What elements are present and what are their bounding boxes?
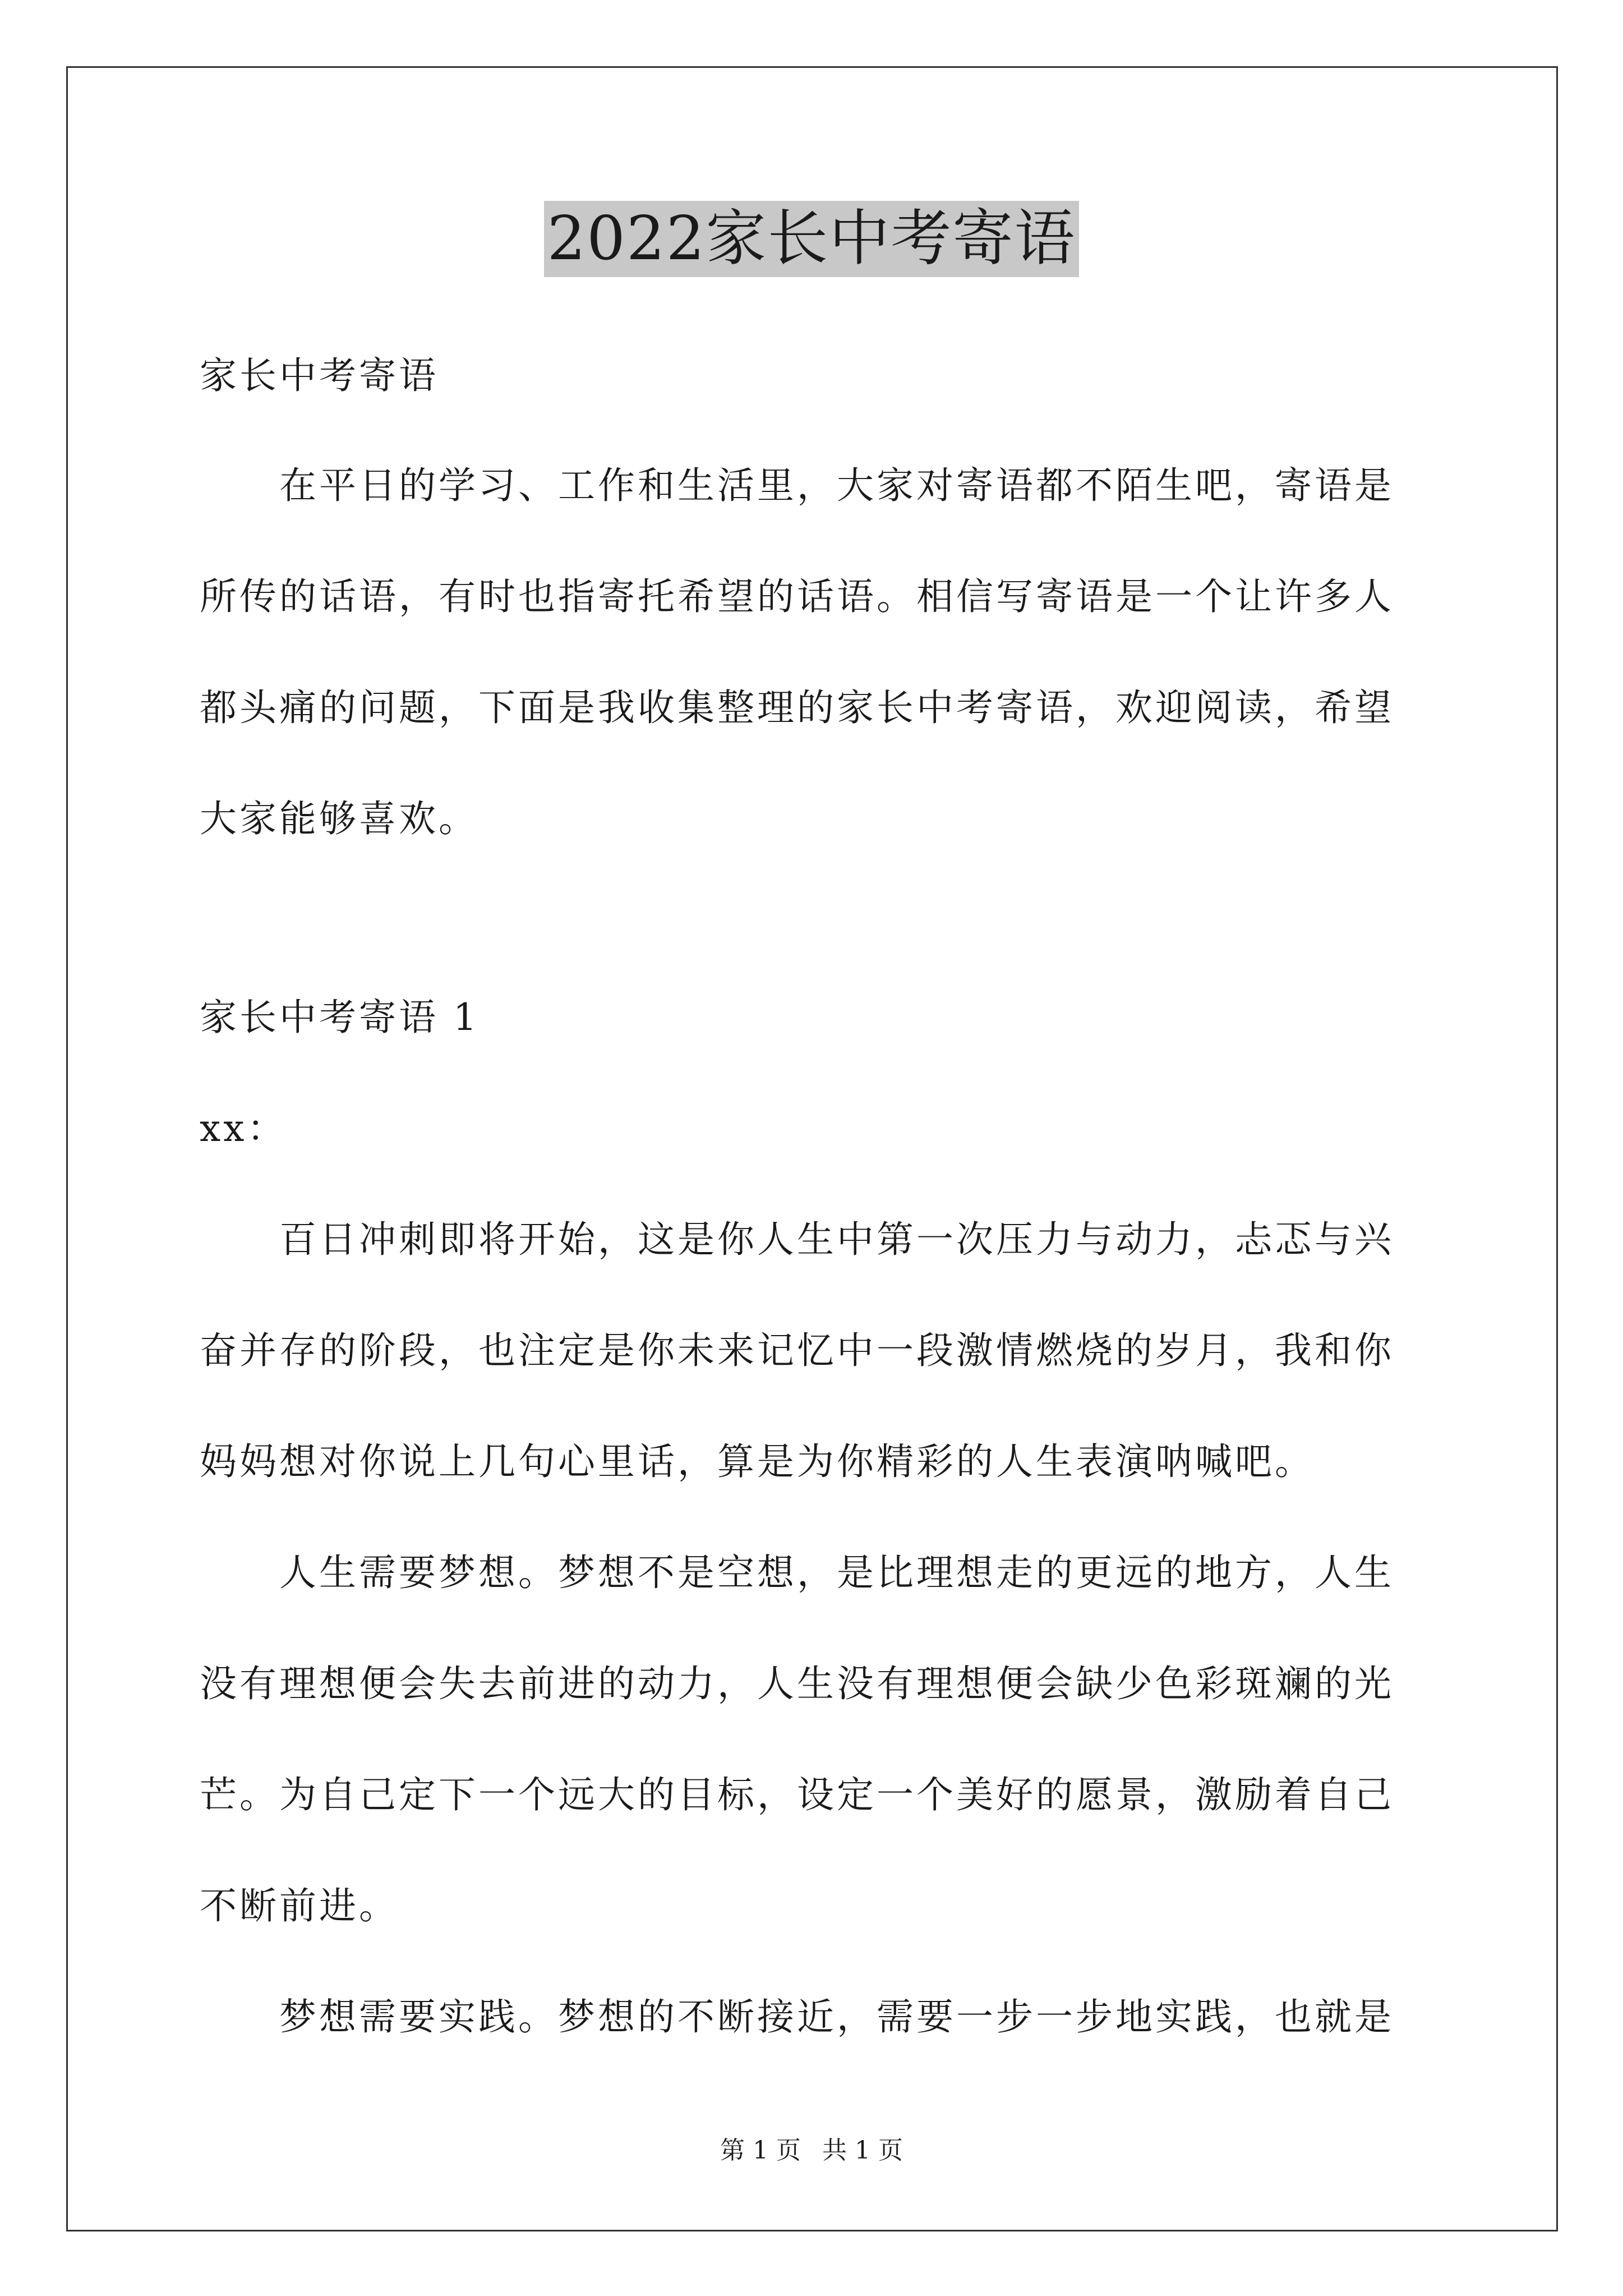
salutation-line: xx： [200,1107,287,1150]
text-line: 不断前进。 [200,1884,399,1927]
text-line: 梦想需要实践。梦想的不断接近，需要一步一步地实践，也就是 [200,1995,1394,2039]
text-line: 妈妈想对你说上几句心里话，算是为你精彩的人生表演呐喊吧。 [200,1440,1315,1483]
document-title: 2022家长中考寄语 [544,201,1080,277]
section-heading: 家长中考寄语 1 [200,996,479,1039]
subtitle-line: 家长中考寄语 [200,354,439,397]
text-line: 大家能够喜欢。 [200,797,478,840]
text-line: 所传的话语，有时也指寄托希望的话语。相信写寄语是一个让许多人 [200,575,1394,618]
page-footer [0,2135,1623,2166]
text-line: 奋并存的阶段，也注定是你未来记忆中一段激情燃烧的岁月，我和你 [200,1329,1394,1372]
text-line: 都头痛的问题，下面是我收集整理的家长中考寄语，欢迎阅读，希望 [200,686,1394,729]
page-number: 第 1 页 [720,2136,801,2165]
text-line: 人生需要梦想。梦想不是空想，是比理想走的更远的地方，人生 [200,1551,1394,1594]
text-line: 没有理想便会失去前进的动力，人生没有理想便会缺少色彩斑斓的光 [200,1662,1394,1705]
text-line: 百日冲刺即将开始，这是你人生中第一次压力与动力，忐忑与兴 [200,1218,1394,1261]
text-line: 在平日的学习、工作和生活里，大家对寄语都不陌生吧，寄语是 [200,464,1394,507]
title-container [0,201,1623,277]
text-line: 芒。为自己定下一个远大的目标，设定一个美好的愿景，激励着自己 [200,1773,1394,1816]
page-total: 共 1 页 [822,2136,903,2165]
